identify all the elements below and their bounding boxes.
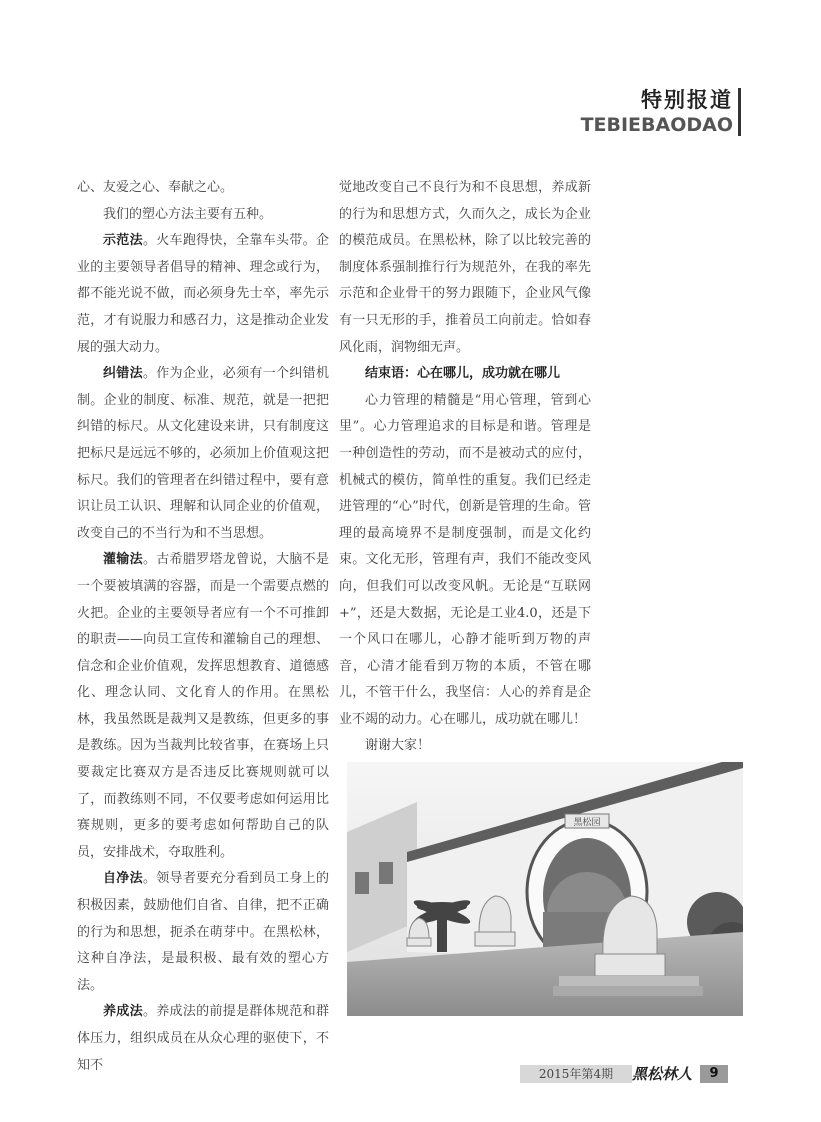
paragraph-text: 。养成法的前提是群体规范和群体压力，组织成员在从众心理的驱使下，不知不 (77, 1004, 329, 1073)
right-text-column (339, 175, 591, 760)
garden-gate-photo (347, 762, 743, 1016)
paragraph (339, 175, 591, 361)
paragraph-text: 。作为企业，必须有一个纠错机制。企业的制度、标准、规范，就是一把把纠错的标尺。从文化建设来讲，只有制度这把标尺是远远不够的，必须加上价值观这把标尺。我们的管理者在纠错过程中，要有意识让员工认识、理解和认同企业的价值观，改变自己的不当行为和不当思想。 (77, 366, 329, 541)
paragraph (77, 999, 329, 1079)
section-title: 特别报道 (641, 88, 733, 112)
issue-label: 2015年第4期 (520, 1065, 632, 1083)
paragraph-text: 心、友爱之心、奉献之心。 (77, 180, 234, 195)
paragraph-text: 谢谢大家！ (365, 738, 431, 754)
paragraph-text: 觉地改变自己不良行为和不良思想，养成新的行为和思想方式，久而久之，成长为企业的模范成员。在黑松林，除了以比较完善的制度体系强制推行行为规范外，在我的率先示范和企业骨干的努力跟随下，企业风气像有一只无形的手，推着员工向前走。恰如春风化雨，润物细无声。 (339, 180, 591, 355)
paragraph (339, 388, 591, 734)
paragraph-lead: 灌输法 (103, 552, 143, 568)
paragraph-lead: 示范法 (103, 233, 143, 249)
paragraph (77, 547, 329, 866)
paragraph-text: 。领导者要充分看到员工身上的积极因素，鼓励他们自省、自律，把不正确的行为和思想，扼杀在萌芽中。在黑松林，这种自净法，是最积极、最有效的塑心方法。 (77, 871, 329, 993)
paragraph-lead: 结束语：心在哪儿，成功就在哪儿 (365, 366, 561, 382)
paragraph-text: 。古希腊罗塔龙曾说，大脑不是一个要被填满的容器，而是一个需要点燃的火把。企业的主要领导者应有一个不可推卸的职责——向员工宣传和灌输自己的理想、信念和企业价值观，发挥思想教育、道德感化、理念认同、文化育人的作用。在黑松林，我虽然既是裁判又是教练，但更多的事是教练。因为当裁判比较省事，在赛场上只要裁定比赛双方是否违反比赛规则就可以了，而教练则不同，不仅要考虑如何运用比赛规则，更多的要考虑如何帮助自己的队员，安排战术，夺取胜利。 (77, 552, 329, 860)
paragraph (77, 866, 329, 999)
photo-illustration (347, 762, 743, 1016)
paragraph (77, 361, 329, 547)
paragraph-text: 我们的塑心方法主要有五种。 (103, 206, 273, 222)
paragraph-lead: 自净法 (103, 871, 143, 887)
header-divider (738, 88, 741, 136)
page-number: 9 (700, 1065, 728, 1083)
paragraph (339, 361, 591, 388)
paragraph (77, 175, 329, 202)
paragraph-lead: 养成法 (103, 1004, 143, 1020)
left-text-column (77, 175, 329, 1079)
section-subtitle: TEBIEBAODAO (580, 114, 733, 136)
paragraph-text: 心力管理的精髓是“用心管理，管到心里”。心力管理追求的目标是和谐。管理是一种创造性的劳动，而不是被动式的应付，机械式的模仿，简单性的重复。我们已经走进管理的“心”时代，创新是管理的生命。管理的最高境界不是制度强制，而是文化约束。文化无形，管理有声，我们不能改变风向，但我们可以改变风帆。无论是“互联网+”，还是大数据，无论是工业4.0，还是下一个风口在哪儿，心静才能听到万物的声音，心清才能看到万物的本质，不管在哪儿，不管干什么，我坚信：人心的养育是企业不竭的动力。心在哪儿，成功就在哪儿！ (339, 392, 591, 727)
paragraph (339, 733, 591, 760)
paragraph (77, 202, 329, 229)
paragraph-text: 。火车跑得快，全靠车头带。企业的主要领导者倡导的精神、理念或行为，都不能光说不做，而必须身先士卒，率先示范，才有说服力和感召力，这是推动企业发展的强大动力。 (77, 233, 329, 355)
paragraph-lead: 纠错法 (103, 366, 143, 382)
paragraph (77, 228, 329, 361)
gate-plaque-text: 黑松园 (573, 818, 601, 828)
magazine-logo: 黑松林人 (632, 1065, 693, 1083)
